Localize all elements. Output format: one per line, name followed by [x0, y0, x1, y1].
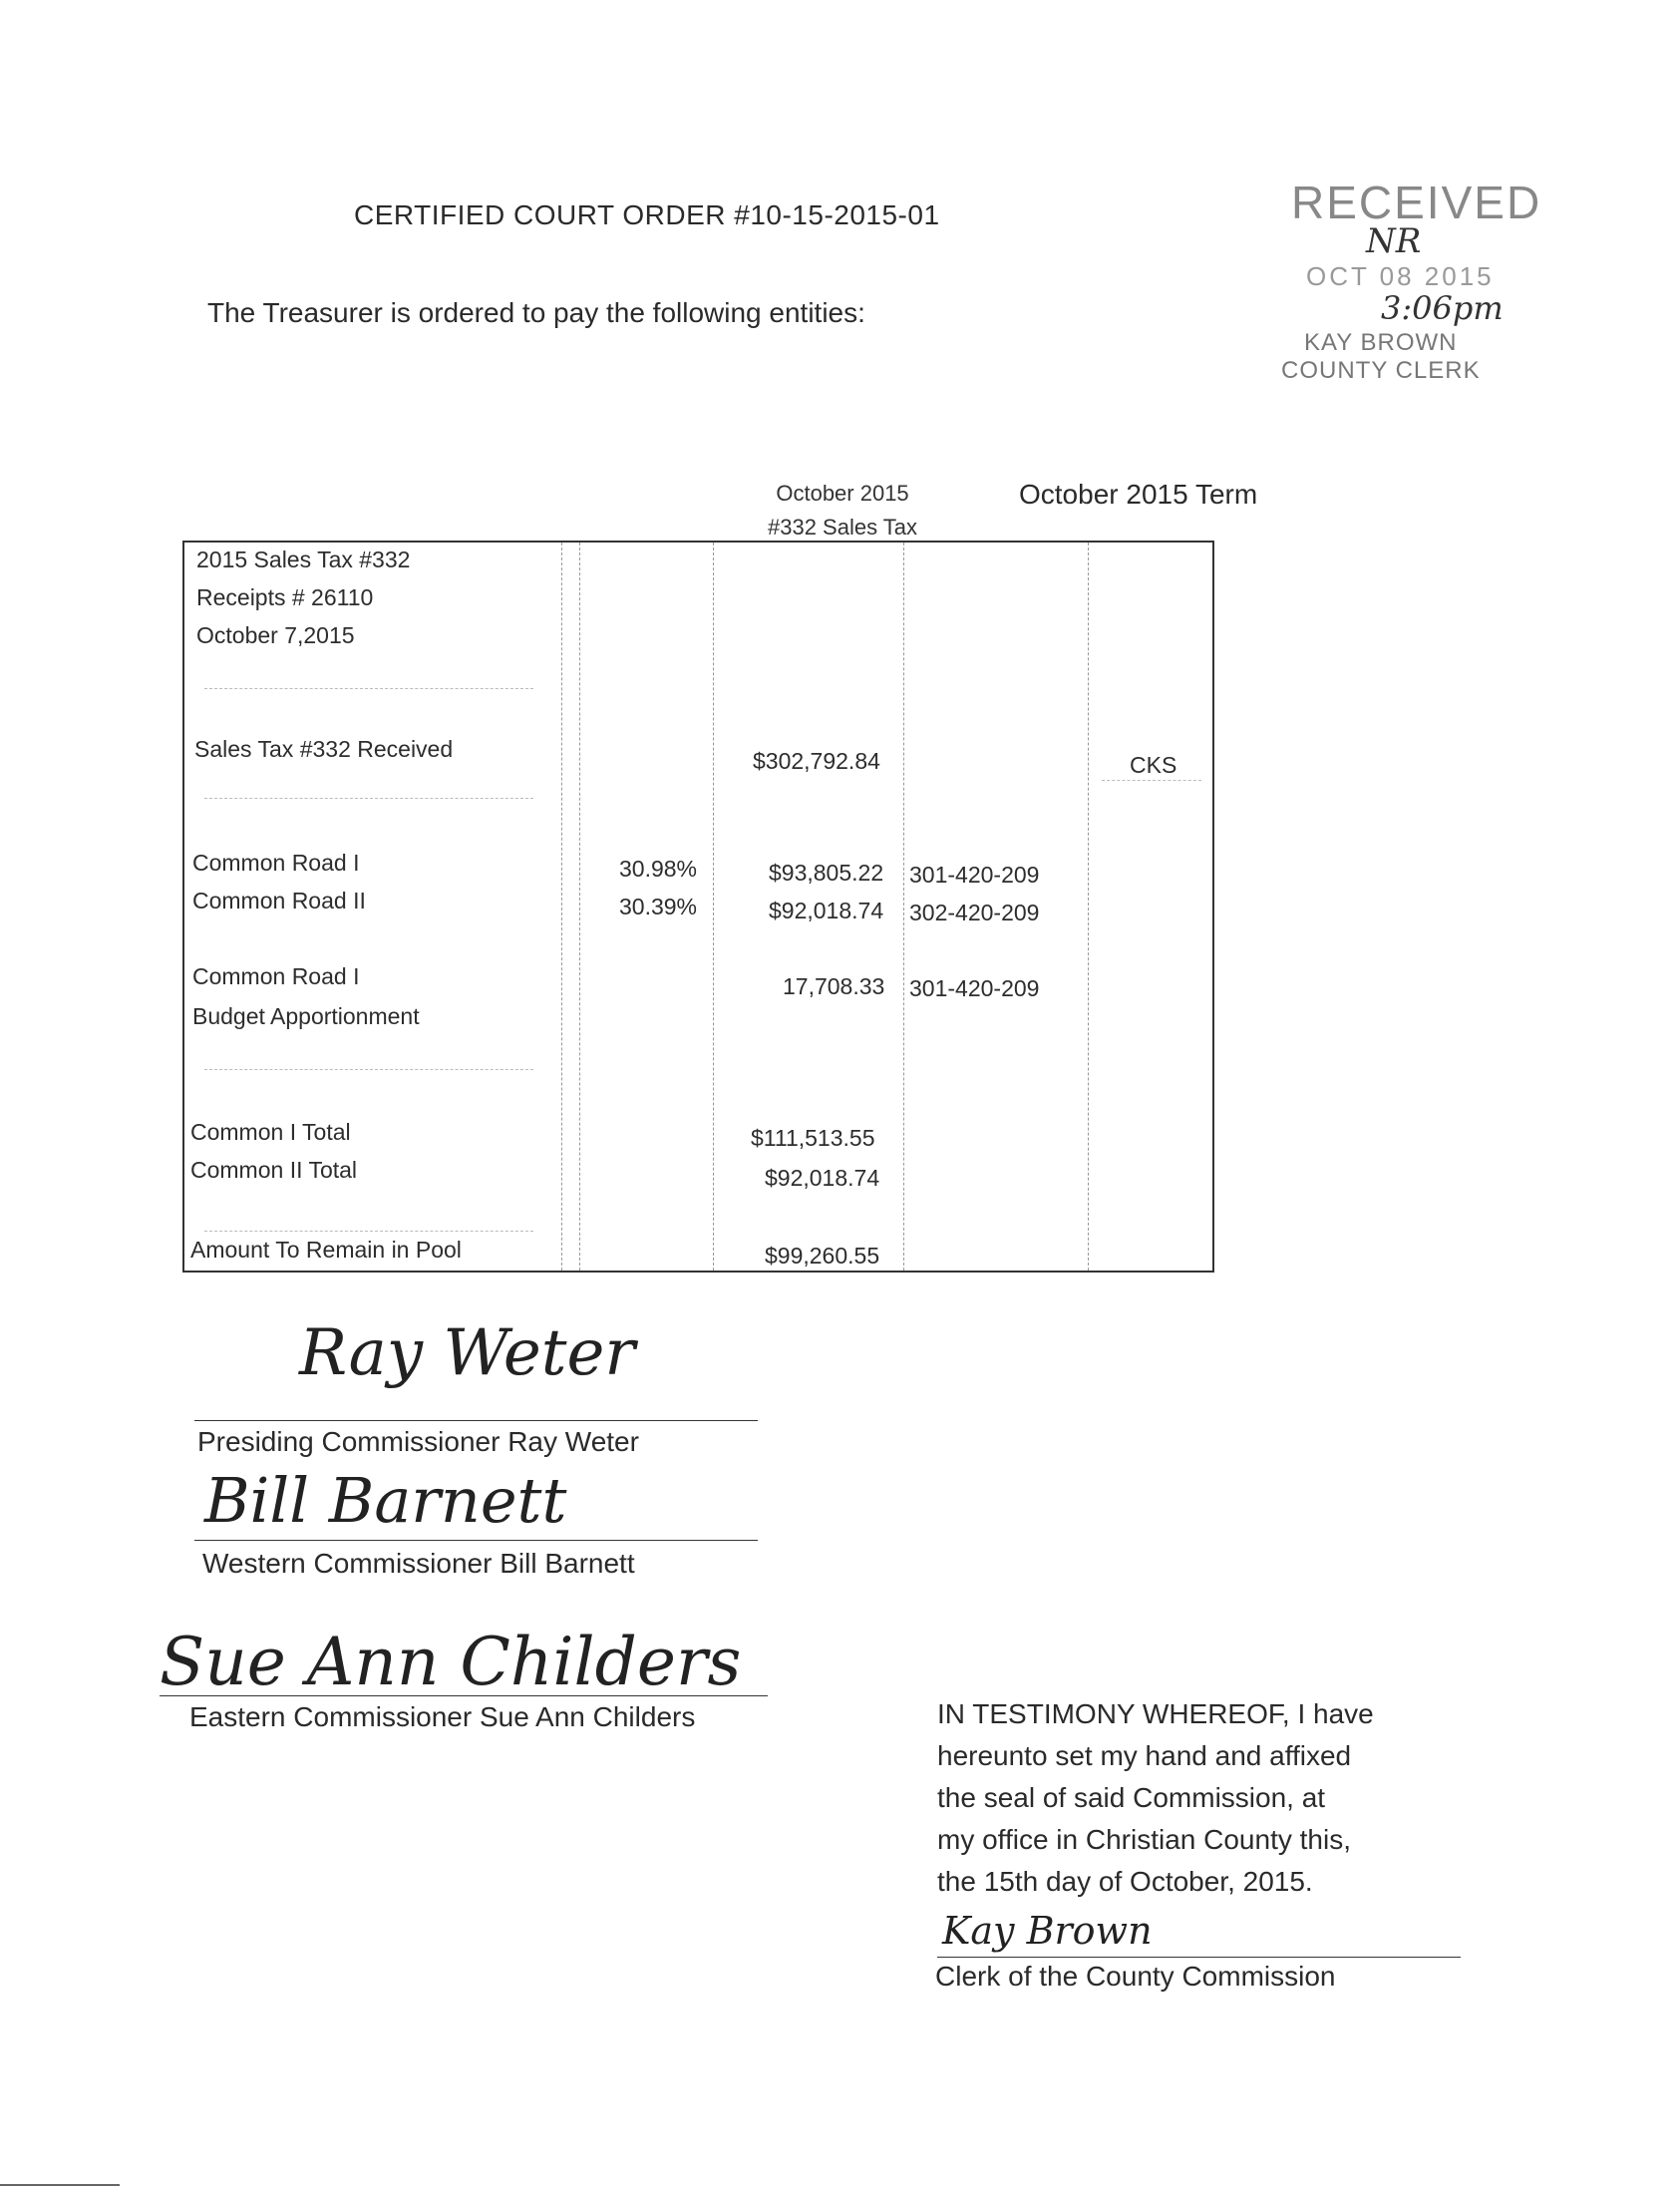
- signature-ray-weter: Ray Weter: [299, 1316, 635, 1390]
- column-heading-line1: October 2015: [776, 481, 909, 506]
- total-amount: $92,018.74: [765, 1165, 880, 1191]
- signatory-title: Eastern Commissioner Sue Ann Childers: [189, 1701, 696, 1732]
- column-divider: [561, 543, 562, 1271]
- total-label: Common I Total: [190, 1119, 351, 1145]
- column-divider: [579, 543, 580, 1271]
- column-divider: [713, 543, 714, 1271]
- term-label: October 2015 Term: [1019, 479, 1258, 510]
- receipt-line: Receipts # 26110: [196, 584, 374, 610]
- row-divider: [204, 688, 533, 689]
- road-amount: $93,805.22: [769, 860, 884, 886]
- signature-line: [194, 1420, 758, 1421]
- road-percent: 30.39%: [619, 894, 698, 919]
- column-divider: [1088, 543, 1089, 1271]
- road-label: Common Road I: [192, 850, 360, 876]
- page-edge-line: [0, 2184, 120, 2186]
- clerk-title: Clerk of the County Commission: [935, 1961, 1336, 1992]
- row-divider: [1102, 780, 1201, 781]
- receipt-line: October 7,2015: [196, 622, 355, 648]
- testimony-line: hereunto set my hand and affixed: [937, 1740, 1352, 1771]
- received-label: Sales Tax #332 Received: [194, 736, 454, 762]
- row-divider: [204, 1069, 533, 1070]
- row-divider: [204, 1231, 533, 1232]
- stamp-office: COUNTY CLERK: [1281, 357, 1481, 384]
- document-title: CERTIFIED COURT ORDER #10-15-2015-01: [354, 199, 940, 230]
- budget-label: Budget Apportionment: [192, 1003, 420, 1029]
- road-account: 301-420-209: [909, 862, 1040, 888]
- signatory-title: Presiding Commissioner Ray Weter: [197, 1426, 639, 1457]
- stamp-initials: NR: [1366, 221, 1422, 261]
- testimony-block: [937, 1693, 1456, 1903]
- stamp-time: 3:06pm: [1381, 289, 1504, 327]
- road-label: Common Road II: [192, 888, 366, 913]
- column-divider: [903, 543, 904, 1271]
- budget-label: Common Road I: [192, 963, 360, 989]
- signature-bill-barnett: Bill Barnett: [204, 1464, 567, 1537]
- testimony-line: IN TESTIMONY WHEREOF, I have: [937, 1698, 1374, 1729]
- sales-tax-table: [182, 541, 1214, 1273]
- road-percent: 30.98%: [619, 856, 698, 882]
- signature-line: [194, 1540, 758, 1541]
- budget-amount: 17,708.33: [783, 973, 885, 999]
- signature-sue-ann-childers: Sue Ann Childers: [160, 1624, 742, 1700]
- stamp-received: RECEIVED: [1291, 177, 1542, 228]
- testimony-line: the 15th day of October, 2015.: [937, 1866, 1313, 1897]
- testimony-line: the seal of said Commission, at: [937, 1782, 1326, 1813]
- testimony-line: my office in Christian County this,: [937, 1824, 1351, 1855]
- signature-line: [160, 1695, 768, 1696]
- order-instruction: The Treasurer is ordered to pay the following entities:: [207, 297, 865, 328]
- column-heading-line2: #332 Sales Tax: [768, 515, 918, 540]
- stamp-clerk-name: KAY BROWN: [1304, 329, 1458, 356]
- stamp-date: OCT 08 2015: [1306, 261, 1495, 291]
- signatory-title: Western Commissioner Bill Barnett: [202, 1548, 635, 1579]
- receipt-line: 2015 Sales Tax #332: [196, 547, 411, 572]
- signature-line: [937, 1957, 1461, 1958]
- total-amount: $111,513.55: [751, 1125, 875, 1151]
- row-divider: [204, 798, 533, 799]
- road-account: 302-420-209: [909, 900, 1040, 925]
- received-amount: $302,792.84: [753, 748, 880, 774]
- budget-account: 301-420-209: [909, 975, 1040, 1001]
- pool-label: Amount To Remain in Pool: [190, 1237, 462, 1263]
- signature-kay-brown: Kay Brown: [942, 1909, 1153, 1953]
- column-heading: [768, 477, 917, 545]
- total-label: Common II Total: [190, 1157, 358, 1183]
- pool-amount: $99,260.55: [765, 1243, 880, 1269]
- road-amount: $92,018.74: [769, 898, 884, 923]
- received-note: CKS: [1130, 752, 1177, 778]
